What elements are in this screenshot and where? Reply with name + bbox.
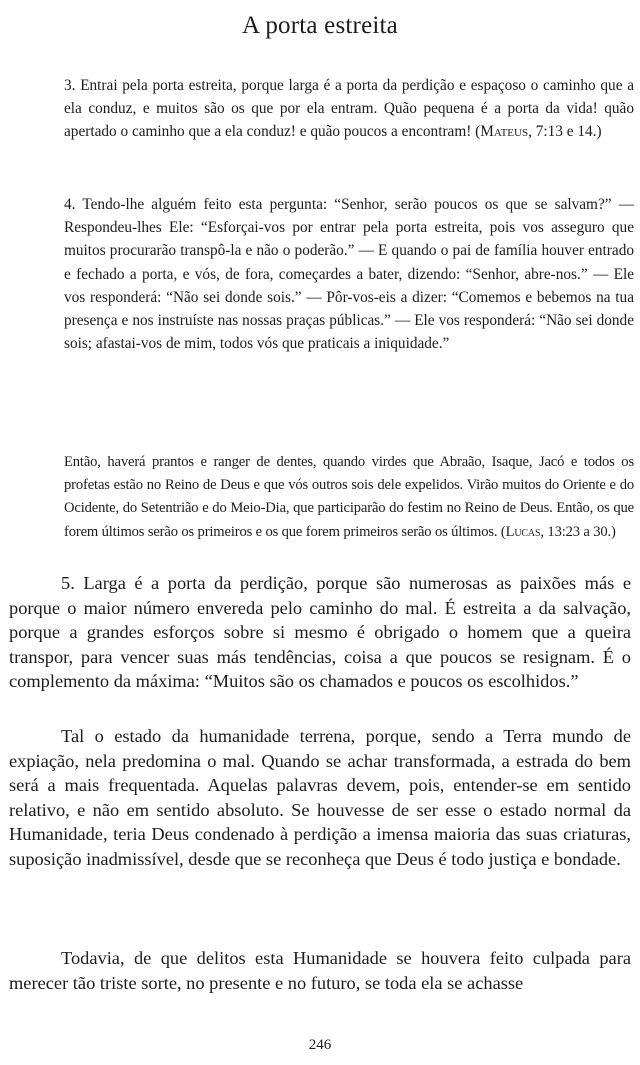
page-number: 246 bbox=[308, 1037, 332, 1053]
page-title: A porta estreita bbox=[242, 12, 398, 39]
quote-verse-4-continuation bbox=[64, 451, 634, 544]
quote-verse-4-continuation-text: Então, haverá prantos e ranger de dentes, quando virdes que Abraão, Isaque, Jacó e todos os profetas estão no Reino de Deus e que vós outros sois dele expelidos. Virão muitos do Oriente e do Ocidente, do Setentrião e do Meio-Dia, que participarão do festim no Reino de Deus. Então, os que forem últimos serão os primeiros e os que forem primeiros serão os últimos. ( bbox=[64, 454, 634, 540]
quote-verse-3-text: 3. Entrai pela porta estreita, porque larga é a porta da perdição e espaçoso o caminho que a ela conduz, e muitos são os que por ela entram. Quão pequena é a porta da vida! quão apertado o caminho que a ela conduz! e quão poucos a encontram! ( bbox=[64, 77, 634, 141]
body-paragraph-6: Tal o estado da humanidade terrena, porque, sendo a Terra mundo de expiação, nela predomina o mal. Quando se achar transformada, a estrada do bem será a mais frequentada. Aquelas palavras devem, pois, entender-se em sentido relativo, e não em sentido absoluto. Se houvesse de ser esse o estado normal da Humanidade, teria Deus condenado à perdição a imensa maioria das suas criaturas, suposição inadmissível, desde que se reconheça que Deus é todo justiça e bondade. bbox=[9, 726, 631, 869]
quote-verse-3 bbox=[64, 74, 634, 144]
quote-verse-3-reference-name: Mateus bbox=[480, 123, 529, 141]
body-paragraph-7: Todavia, de que delitos esta Humanidade se houvera feito culpada para merecer tão triste sorte, no presente e no futuro, se toda ela se achasse bbox=[9, 948, 631, 993]
quote-verse-3-reference-tail: , 7:13 e 14.) bbox=[528, 123, 602, 141]
quote-verse-4-reference-name: Lucas bbox=[505, 523, 541, 540]
quote-verse-4-text: 4. Tendo-lhe alguém feito esta pergunta: “Senhor, serão poucos os que se salvam?” — Respondeu-lhes Ele: “Esforçai-vos por entrar pela porta estreita, pois vos asseguro que muitos procurarão transpô-la e não o poderão.” — E quando o pai de família houver entrado e fechado a porta, e vós, de fora, começardes a bater, dizendo: “Senhor, abre-nos.” — Ele vos responderá: “Não sei donde sois.” — Pôr-vos-eis a dizer: “Comemos e bebemos na tua presença e nos instruíste nas nossas praças públicas.” — Ele vos responderá: “Não sei donde sois; afastai-vos de mim, todos vós que praticais a iniquidade.” bbox=[64, 196, 634, 353]
body-paragraph-5: 5. Larga é a porta da perdição, porque são numerosas as paixões más e porque o maior número envereda pelo caminho do mal. É estreita a da salvação, porque a grandes esforços sobre si mesmo é obrigado o homem que a queira transpor, para vencer suas más tendências, coisa a que poucos se resignam. É o complemento da máxima: “Muitos são os chamados e poucos os escolhidos.” bbox=[9, 573, 631, 691]
quote-verse-4-reference-tail: , 13:23 a 30.) bbox=[540, 523, 616, 540]
quote-verse-4 bbox=[64, 193, 634, 355]
